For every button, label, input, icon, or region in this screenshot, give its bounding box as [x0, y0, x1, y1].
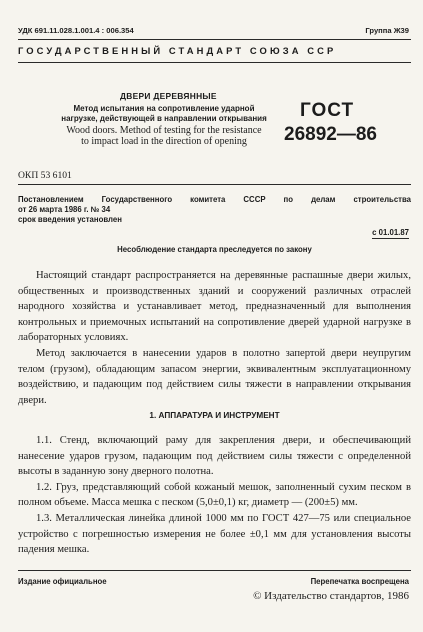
group-code: Группа Ж39: [365, 26, 409, 35]
header-rule-bottom: [18, 62, 411, 63]
standard-title: ГОСУДАРСТВЕННЫЙ СТАНДАРТ СОЮЗА ССР: [18, 45, 337, 56]
section-1-heading: 1. АППАРАТУРА И ИНСТРУМЕНТ: [149, 411, 280, 420]
decree-line-3: срок введения установлен: [18, 215, 122, 225]
gost-label: ГОСТ: [300, 100, 355, 121]
footer-rule: [18, 570, 411, 571]
subtitle-english: [46, 125, 282, 148]
official-edition: Издание официальное: [18, 577, 107, 586]
subtitle-en-line-1: Wood doors. Method of testing for the resistance: [66, 125, 262, 136]
intro-paragraph-2: Метод заключается в нанесении ударов в полотно запертой двери неупругим телом (грузом), обладающим запасом энергии, эквивалентным эксплуатационному воздействию, и падающим под действием силы тяжести в направлении открывания двери.: [18, 347, 411, 406]
okp-rule: [18, 184, 411, 185]
publisher-copyright: © Издательство стандартов, 1986: [253, 590, 409, 602]
gost-number: 26892—86: [284, 124, 377, 145]
legal-notice: Несоблюдение стандарта преследуется по закону: [117, 245, 312, 254]
subtitle-en-line-2: to impact load in the direction of opening: [81, 136, 247, 148]
udk-code: УДК 691.11.028.1.001.4 : 006.354: [18, 26, 134, 35]
effective-date: с 01.01.87: [372, 228, 409, 237]
clause-1-2: 1.2. Груз, представляющий собой кожаный мешок, заполненный сухим песком в полном объеме. Масса мешка с песком (5,0±0,1) кг, диаметр — (200±5) мм.: [18, 481, 411, 509]
decree-block: [18, 195, 411, 226]
document-title: ДВЕРИ ДЕРЕВЯННЫЕ: [120, 91, 217, 101]
section-1-body: [18, 433, 411, 558]
decree-line-1: Постановлением Государственного комитета СССР по делам строительства: [18, 195, 411, 204]
okp-code: ОКП 53 6101: [18, 170, 72, 181]
decree-line-2: от 26 марта 1986 г. № 34: [18, 205, 111, 215]
header-rule-top: [18, 39, 411, 40]
reprint-prohibited: Перепечатка воспрещена: [310, 577, 409, 586]
intro-paragraph-1: Настоящий стандарт распространяется на деревянные распашные двери жилых, общественных и производственных зданий и сооружений различных отраслей народного хозяйства и устанавливает метод, предназначенный для выполнения контрольных и приемочных испытаний на сопротивление дверей ударной нагрузке в лабораторных условиях.: [18, 270, 411, 344]
clause-1-3: 1.3. Металлическая линейка длиной 1000 мм по ГОСТ 427—75 или специальное устройство с погрешностью измерения не более ±0,1 мм для установления высоты падения мешка.: [18, 512, 411, 556]
intro-section: [18, 268, 411, 408]
subtitle-ru-line-2: нагрузке, действующей в направлении открывания: [61, 114, 267, 124]
subtitle-russian: [46, 104, 282, 125]
subtitle-ru-line-1: Метод испытания на сопротивление ударной: [73, 104, 255, 113]
clause-1-1: 1.1. Стенд, включающий раму для закрепления двери, и обеспечивающий нанесение ударов грузом, падающим под действием силы тяжести с определенной высоты в заданную зону дверного полотна.: [18, 435, 411, 478]
